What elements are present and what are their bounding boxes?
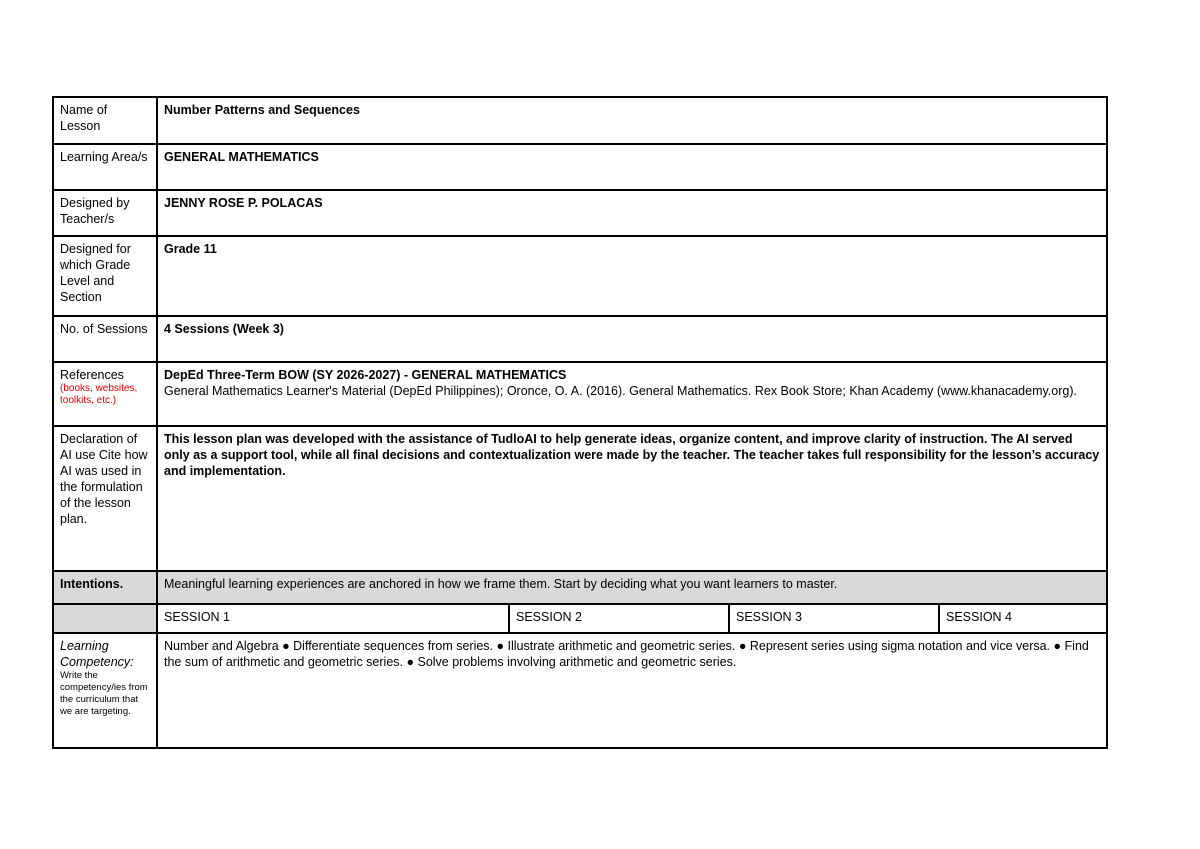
learning-area-label: Learning Area/s [53,144,157,190]
row-references [53,362,1107,426]
references-label-cell [53,362,157,426]
references-value-cell [157,362,1107,426]
references-label: References [60,368,124,382]
designed-for-value: Grade 11 [157,236,1107,316]
row-lesson-name [53,97,1107,144]
references-title: DepEd Three-Term BOW (SY 2026-2027) - GENERAL MATHEMATICS [164,368,567,382]
ai-declaration-label: Declaration of AI use Cite how AI was used in the formulation of the lesson plan. [53,426,157,571]
sessions-label: No. of Sessions [53,316,157,362]
learning-area-value: GENERAL MATHEMATICS [157,144,1107,190]
competency-label: Learning Competency: [60,639,134,669]
row-learning-area [53,144,1107,190]
session-2-header: SESSION 2 [509,604,729,633]
competency-text: Number and Algebra ● Differentiate sequences from series. ● Illustrate arithmetic and geometric series. ● Represent series using sigma notation and vice versa. ● Find the sum of arithmetic and geometric series. ● Solve problems involving arithmetic and geometric series. [157,633,1107,748]
references-note: (books, websites, toolkits, etc.) [60,383,138,406]
competency-note: Write the competency/ies from the curriculum that we are targeting. [60,670,148,717]
session-4-header: SESSION 4 [939,604,1107,633]
designed-by-value: JENNY ROSE P. POLACAS [157,190,1107,236]
session-3-header: SESSION 3 [729,604,939,633]
session-1-header: SESSION 1 [157,604,509,633]
row-intentions [53,571,1107,604]
references-body: General Mathematics Learner's Material (DepEd Philippines); Oronce, O. A. (2016). General Mathematics. Rex Book Store; Khan Academy (www.khanacademy.org). [164,384,1077,398]
row-ai-declaration [53,426,1107,571]
competency-label-cell [53,633,157,748]
row-session-headers [53,604,1107,633]
sessions-value: 4 Sessions (Week 3) [157,316,1107,362]
designed-for-label: Designed for which Grade Level and Section [53,236,157,316]
row-sessions [53,316,1107,362]
intentions-text: Meaningful learning experiences are anchored in how we frame them. Start by deciding what you want learners to master. [157,571,1107,604]
designed-by-label: Designed by Teacher/s [53,190,157,236]
intentions-label: Intentions. [53,571,157,604]
lesson-name-value: Number Patterns and Sequences [157,97,1107,144]
row-designed-by [53,190,1107,236]
row-competency [53,633,1107,748]
lesson-plan-table [52,96,1108,749]
lesson-name-label: Name of Lesson [53,97,157,144]
row-designed-for [53,236,1107,316]
ai-declaration-value: This lesson plan was developed with the assistance of TudloAI to help generate ideas, organize content, and improve clarity of instruction. The AI served only as a support tool, while all final decisions and contextualization were made by the teacher. The teacher takes full responsibility for the lesson’s accuracy and implementation. [157,426,1107,571]
session-header-blank [53,604,157,633]
